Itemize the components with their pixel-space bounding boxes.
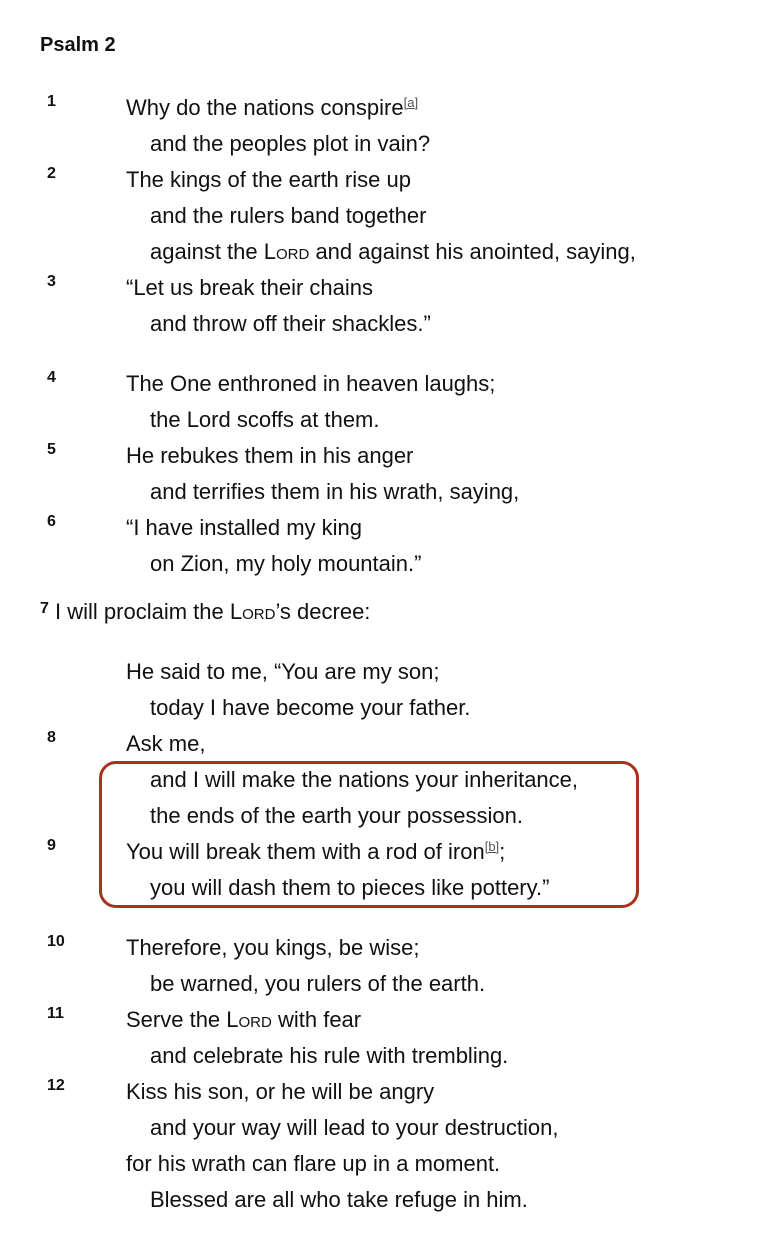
verse-line: and throw off their shackles.”: [150, 311, 431, 336]
verse-line: “I have installed my king: [126, 515, 362, 540]
verse-number: 11: [47, 1005, 64, 1022]
verse-line: and celebrate his rule with trembling.: [150, 1043, 509, 1068]
verse-text: You will break them with a rod of iron: [126, 839, 485, 864]
footnote-link-b[interactable]: [b]: [484, 839, 500, 854]
verse-number: 1: [47, 93, 56, 110]
verse-line: He rebukes them in his anger: [126, 443, 414, 468]
verse-number: 10: [47, 933, 65, 950]
verse-line: for his wrath can flare up in a moment.: [126, 1151, 501, 1176]
verse-text: ’s decree:: [275, 599, 371, 624]
verse-line: [126, 94, 418, 122]
lord-small-caps: Lord: [229, 599, 276, 624]
verse-number: 12: [47, 1077, 65, 1094]
verse-line: [126, 1006, 361, 1034]
verse-line: the ends of the earth your possession.: [150, 803, 524, 828]
verse-line: Therefore, you kings, be wise;: [126, 935, 420, 960]
lord-small-caps: Lord: [226, 1007, 272, 1032]
verse-line: [126, 838, 505, 866]
verse-text: and against his anointed, saying,: [309, 239, 636, 264]
verse-line: and your way will lead to your destruction,: [150, 1115, 559, 1140]
verse-line: and terrifies them in his wrath, saying,: [150, 479, 520, 504]
verse-line: you will dash them to pieces like pottery.”: [150, 875, 550, 900]
verse-text: ;: [499, 839, 506, 864]
verse-prose-line: [40, 598, 370, 626]
verse-number: 2: [47, 165, 56, 182]
verse-number: 3: [47, 273, 56, 290]
verse-line: Blessed are all who take refuge in him.: [150, 1187, 528, 1212]
verse-text: against the: [150, 239, 264, 264]
verse-line: He said to me, “You are my son;: [126, 659, 440, 684]
verse-text: I will proclaim the: [48, 599, 230, 624]
verse-number: 9: [47, 837, 56, 854]
footnote-link-a[interactable]: [a]: [403, 95, 419, 110]
verse-text: Why do the nations conspire: [126, 95, 404, 120]
verse-line: Ask me,: [126, 731, 206, 756]
verse-line: and the peoples plot in vain?: [150, 131, 431, 156]
verse-text: with fear: [271, 1007, 362, 1032]
verse-number: 4: [47, 369, 56, 386]
verse-number: 6: [47, 513, 56, 530]
verse-line: Kiss his son, or he will be angry: [126, 1079, 435, 1104]
verse-line: The One enthroned in heaven laughs;: [126, 371, 496, 396]
verse-number: 5: [47, 441, 56, 458]
verse-line: and I will make the nations your inheritance,: [150, 767, 579, 792]
verse-line: today I have become your father.: [150, 695, 471, 720]
page-title: Psalm 2: [40, 34, 116, 56]
verse-line: [150, 238, 636, 266]
verse-line: and the rulers band together: [150, 203, 427, 228]
verse-line: the Lord scoffs at them.: [150, 407, 380, 432]
verse-line: “Let us break their chains: [126, 275, 374, 300]
verse-number: 7: [40, 600, 49, 617]
verse-line: The kings of the earth rise up: [126, 167, 411, 192]
lord-small-caps: Lord: [263, 239, 310, 264]
verse-number: 8: [47, 729, 56, 746]
verse-text: Serve the: [126, 1007, 227, 1032]
verse-line: be warned, you rulers of the earth.: [150, 971, 486, 996]
verse-line: on Zion, my holy mountain.”: [150, 551, 422, 576]
